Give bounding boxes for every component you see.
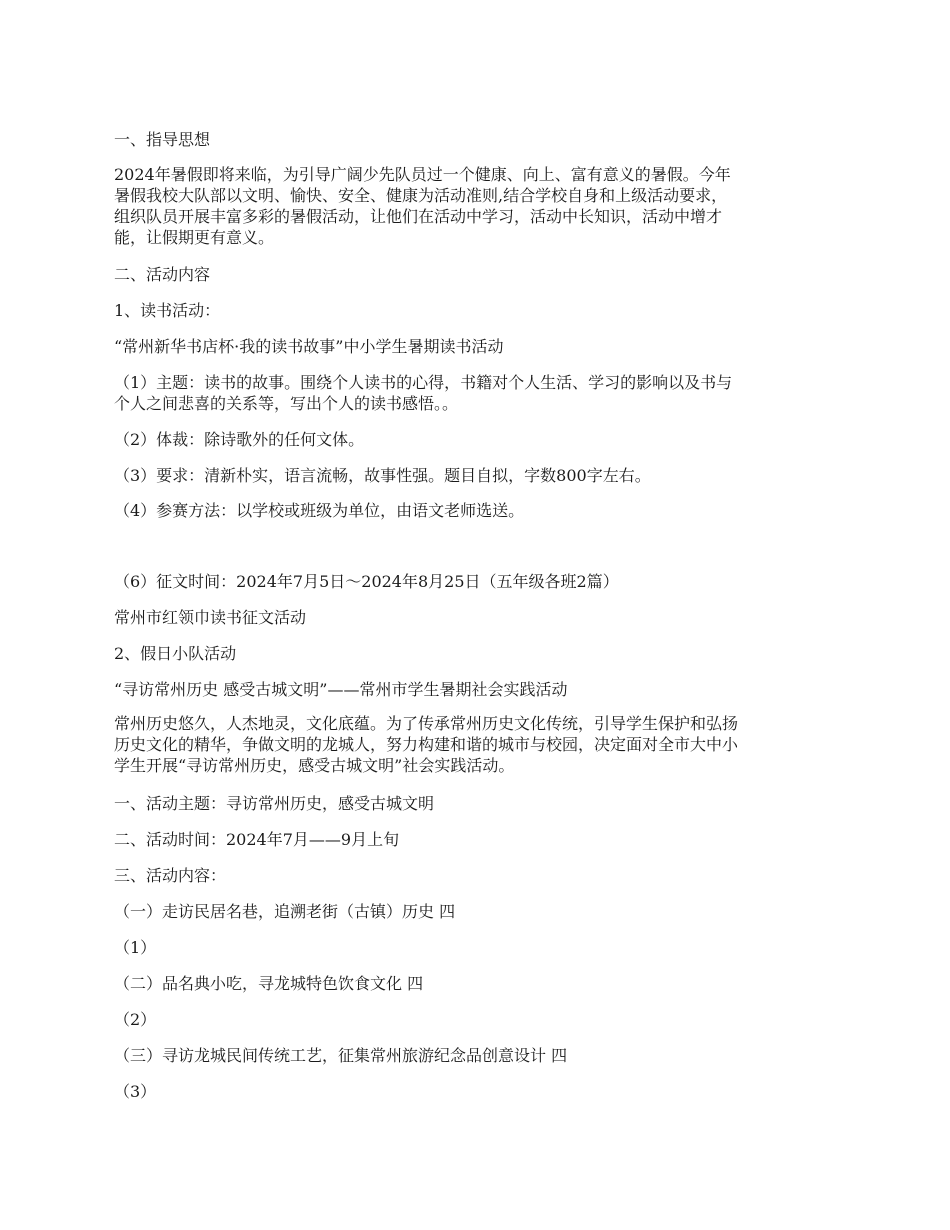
paragraph-line: 学生开展“寻访常州历史，感受古城文明”社会实践活动。 (114, 756, 515, 775)
content-number-1: （1） (114, 938, 157, 957)
item-method: （4）参赛方法：以学校或班级为单位，由语文老师选送。 (114, 501, 525, 520)
paragraph-intro (114, 164, 844, 248)
item-deadline: （6）征文时间：2024年7月5日～2024年8月25日（五年级各班2篇） (114, 572, 619, 591)
paragraph-line: 暑假我校大队部以文明、愉快、安全、健康为活动准则,结合学校自身和上级活动要求， (114, 186, 728, 205)
content-number-3: （3） (114, 1082, 157, 1101)
content-number-2: （2） (114, 1010, 157, 1029)
practice-activity-title: “寻访常州历史 感受古城文明”——常州市学生暑期社会实践活动 (114, 680, 568, 699)
item-theme (114, 372, 844, 414)
paragraph-line: （1）主题：读书的故事。围绕个人读书的心得，书籍对个人生活、学习的影响以及书与 (114, 373, 733, 392)
activity-time: 二、活动时间：2024年7月——9月上旬 (114, 830, 400, 849)
heading-guiding-thought: 一、指导思想 (114, 130, 211, 149)
heading-activity-content: 二、活动内容 (114, 265, 211, 284)
paragraph-line: 组织队员开展丰富多彩的暑假活动，让他们在活动中学习，活动中长知识，活动中增才 (114, 207, 723, 226)
activity-content-heading: 三、活动内容： (114, 866, 227, 885)
paragraph-practice (114, 713, 844, 776)
paragraph-line: 常州历史悠久，人杰地灵，文化底蕴。为了传承常州历史文化传统，引导学生保护和弘扬 (114, 714, 739, 733)
section-reading: 1、读书活动： (114, 301, 221, 320)
hongling-essay-title: 常州市红领巾读书征文活动 (114, 608, 307, 627)
activity-theme: 一、活动主题：寻访常州历史，感受古城文明 (114, 794, 435, 813)
item-genre: （2）体裁：除诗歌外的任何文体。 (114, 430, 365, 449)
section-holiday-squad: 2、假日小队活动 (114, 644, 237, 663)
content-item-1: （一）走访民居名巷，追溯老街（古镇）历史 四 (114, 902, 456, 921)
content-item-2: （二）品名典小吃，寻龙城特色饮食文化 四 (114, 974, 424, 993)
reading-activity-title: “常州新华书店杯·我的读书故事”中小学生暑期读书活动 (114, 337, 504, 356)
paragraph-line: 能，让假期更有意义。 (114, 228, 275, 247)
paragraph-line: 个人之间悲喜的关系等，写出个人的读书感悟。。 (114, 394, 459, 413)
content-item-3: （三）寻访龙城民间传统工艺，征集常州旅游纪念品创意设计 四 (114, 1046, 568, 1065)
paragraph-line: 2024年暑假即将来临，为引导广阔少先队员过一个健康、向上、富有意义的暑假。今年 (114, 165, 731, 184)
item-requirements: （3）要求：清新朴实，语言流畅，故事性强。题目自拟，字数800字左右。 (114, 466, 651, 485)
paragraph-line: 历史文化的精华，争做文明的龙城人，努力构建和谐的城市与校园，决定面对全市大中小 (114, 735, 739, 754)
